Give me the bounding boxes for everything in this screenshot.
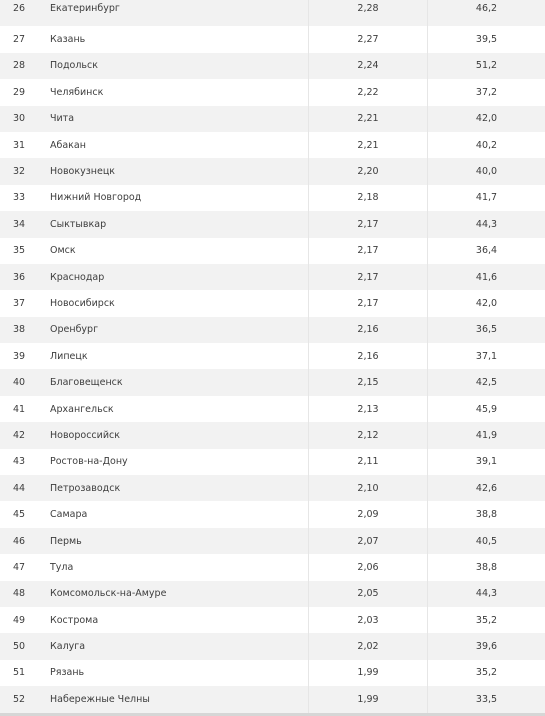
rank-cell: 33 xyxy=(13,192,26,204)
value-cell-2: 38,8 xyxy=(427,554,545,580)
value-cell-1: 2,20 xyxy=(308,158,427,184)
value-cell-1: 1,99 xyxy=(308,660,427,686)
rank-cell: 35 xyxy=(13,245,26,257)
city-cell: Абакан xyxy=(50,139,86,151)
rank-cell: 30 xyxy=(13,113,26,125)
rank-cell: 32 xyxy=(13,166,26,178)
value-cell-2: 39,5 xyxy=(427,26,545,52)
city-cell: Нижний Новгород xyxy=(50,192,142,204)
value-cell-2: 42,5 xyxy=(427,369,545,395)
city-cell: Краснодар xyxy=(50,271,105,283)
rank-cell: 46 xyxy=(13,535,26,547)
city-cell: Екатеринбург xyxy=(50,3,120,14)
city-cell: Набережные Челны xyxy=(50,693,150,705)
rank-cell: 27 xyxy=(13,34,26,46)
value-cell-2: 36,4 xyxy=(427,238,545,264)
table-row xyxy=(0,660,545,686)
value-cell-1: 2,21 xyxy=(308,132,427,158)
table-row xyxy=(0,317,545,343)
value-cell-1: 2,27 xyxy=(308,26,427,52)
city-cell: Чита xyxy=(50,113,75,125)
value-cell-2: 41,7 xyxy=(427,185,545,211)
rank-cell: 37 xyxy=(13,297,26,309)
table-row xyxy=(0,158,545,184)
rank-cell: 49 xyxy=(13,614,26,626)
rank-cell: 42 xyxy=(13,429,26,441)
value-cell-1: 2,21 xyxy=(308,106,427,132)
value-cell-1: 2,05 xyxy=(308,581,427,607)
value-cell-2: 41,6 xyxy=(427,264,545,290)
city-cell: Кострома xyxy=(50,614,99,626)
value-cell-2: 42,0 xyxy=(427,290,545,316)
city-cell: Новосибирск xyxy=(50,297,115,309)
value-cell-1: 2,07 xyxy=(308,528,427,554)
value-cell-2: 36,5 xyxy=(427,317,545,343)
value-cell-2: 35,2 xyxy=(427,660,545,686)
table-row xyxy=(0,528,545,554)
table-row xyxy=(0,211,545,237)
table-row xyxy=(0,633,545,659)
table-row xyxy=(0,422,545,448)
value-cell-2: 35,2 xyxy=(427,607,545,633)
value-cell-1: 2,11 xyxy=(308,449,427,475)
value-cell-2: 44,3 xyxy=(427,211,545,237)
value-cell-2: 39,1 xyxy=(427,449,545,475)
value-cell-1: 2,18 xyxy=(308,185,427,211)
rank-cell: 41 xyxy=(13,403,26,415)
rank-cell: 38 xyxy=(13,324,26,336)
value-cell-2: 46,2 xyxy=(427,0,545,26)
rank-cell: 45 xyxy=(13,509,26,521)
table-row xyxy=(0,607,545,633)
city-cell: Рязань xyxy=(50,667,85,679)
city-cell: Оренбург xyxy=(50,324,99,336)
city-cell: Калуга xyxy=(50,641,86,653)
city-cell: Самара xyxy=(50,509,88,521)
table-row xyxy=(0,0,545,26)
value-cell-2: 42,0 xyxy=(427,106,545,132)
city-cell: Омск xyxy=(50,245,76,257)
value-cell-1: 2,24 xyxy=(308,53,427,79)
city-cell: Архангельск xyxy=(50,403,114,415)
rank-cell: 47 xyxy=(13,561,26,573)
rank-cell: 48 xyxy=(13,588,26,600)
city-cell: Благовещенск xyxy=(50,377,123,389)
table-row xyxy=(0,369,545,395)
city-cell: Комсомольск-на-Амуре xyxy=(50,588,167,600)
city-cell: Челябинск xyxy=(50,86,104,98)
value-cell-2: 44,3 xyxy=(427,581,545,607)
value-cell-2: 33,5 xyxy=(427,686,545,712)
value-cell-2: 37,2 xyxy=(427,79,545,105)
rank-cell: 26 xyxy=(13,3,26,14)
city-cell: Новороссийск xyxy=(50,429,120,441)
value-cell-1: 2,17 xyxy=(308,264,427,290)
table-row xyxy=(0,185,545,211)
value-cell-2: 40,5 xyxy=(427,528,545,554)
rank-cell: 52 xyxy=(13,693,26,705)
value-cell-2: 39,6 xyxy=(427,633,545,659)
value-cell-1: 2,03 xyxy=(308,607,427,633)
table-row xyxy=(0,290,545,316)
rank-cell: 39 xyxy=(13,350,26,362)
value-cell-1: 2,15 xyxy=(308,369,427,395)
value-cell-1: 2,06 xyxy=(308,554,427,580)
table-row xyxy=(0,396,545,422)
value-cell-1: 2,10 xyxy=(308,475,427,501)
value-cell-2: 38,8 xyxy=(427,501,545,527)
value-cell-2: 37,1 xyxy=(427,343,545,369)
table-row xyxy=(0,449,545,475)
rank-cell: 51 xyxy=(13,667,26,679)
rank-cell: 44 xyxy=(13,482,26,494)
table-row xyxy=(0,264,545,290)
city-cell: Сыктывкар xyxy=(50,218,107,230)
rank-cell: 43 xyxy=(13,456,26,468)
rank-cell: 31 xyxy=(13,139,26,151)
city-cell: Новокузнецк xyxy=(50,166,116,178)
value-cell-2: 41,9 xyxy=(427,422,545,448)
rank-cell: 29 xyxy=(13,86,26,98)
value-cell-1: 2,22 xyxy=(308,79,427,105)
value-cell-2: 51,2 xyxy=(427,53,545,79)
table-row xyxy=(0,475,545,501)
rank-cell: 40 xyxy=(13,377,26,389)
value-cell-2: 45,9 xyxy=(427,396,545,422)
rank-cell: 36 xyxy=(13,271,26,283)
value-cell-1: 2,12 xyxy=(308,422,427,448)
value-cell-1: 2,02 xyxy=(308,633,427,659)
value-cell-1: 2,17 xyxy=(308,238,427,264)
table-row xyxy=(0,501,545,527)
table-row xyxy=(0,106,545,132)
city-cell: Казань xyxy=(50,34,86,46)
value-cell-1: 2,17 xyxy=(308,211,427,237)
city-cell: Ростов-на-Дону xyxy=(50,456,128,468)
value-cell-1: 2,09 xyxy=(308,501,427,527)
value-cell-1: 2,17 xyxy=(308,290,427,316)
table-row xyxy=(0,343,545,369)
value-cell-2: 40,2 xyxy=(427,132,545,158)
table-row xyxy=(0,132,545,158)
city-cell: Тула xyxy=(50,561,74,573)
table-row xyxy=(0,554,545,580)
value-cell-1: 2,16 xyxy=(308,317,427,343)
value-cell-2: 42,6 xyxy=(427,475,545,501)
rank-cell: 28 xyxy=(13,60,26,72)
table-row xyxy=(0,581,545,607)
city-cell: Петрозаводск xyxy=(50,482,121,494)
value-cell-1: 2,28 xyxy=(308,0,427,26)
value-cell-1: 1,99 xyxy=(308,686,427,712)
city-cell: Пермь xyxy=(50,535,82,547)
table-row xyxy=(0,686,545,712)
rank-cell: 50 xyxy=(13,641,26,653)
value-cell-1: 2,13 xyxy=(308,396,427,422)
table-row xyxy=(0,53,545,79)
value-cell-2: 40,0 xyxy=(427,158,545,184)
table-row xyxy=(0,238,545,264)
value-cell-1: 2,16 xyxy=(308,343,427,369)
table-row xyxy=(0,79,545,105)
city-cell: Подольск xyxy=(50,60,98,72)
table-row xyxy=(0,26,545,52)
rank-cell: 34 xyxy=(13,218,26,230)
city-cell: Липецк xyxy=(50,350,88,362)
